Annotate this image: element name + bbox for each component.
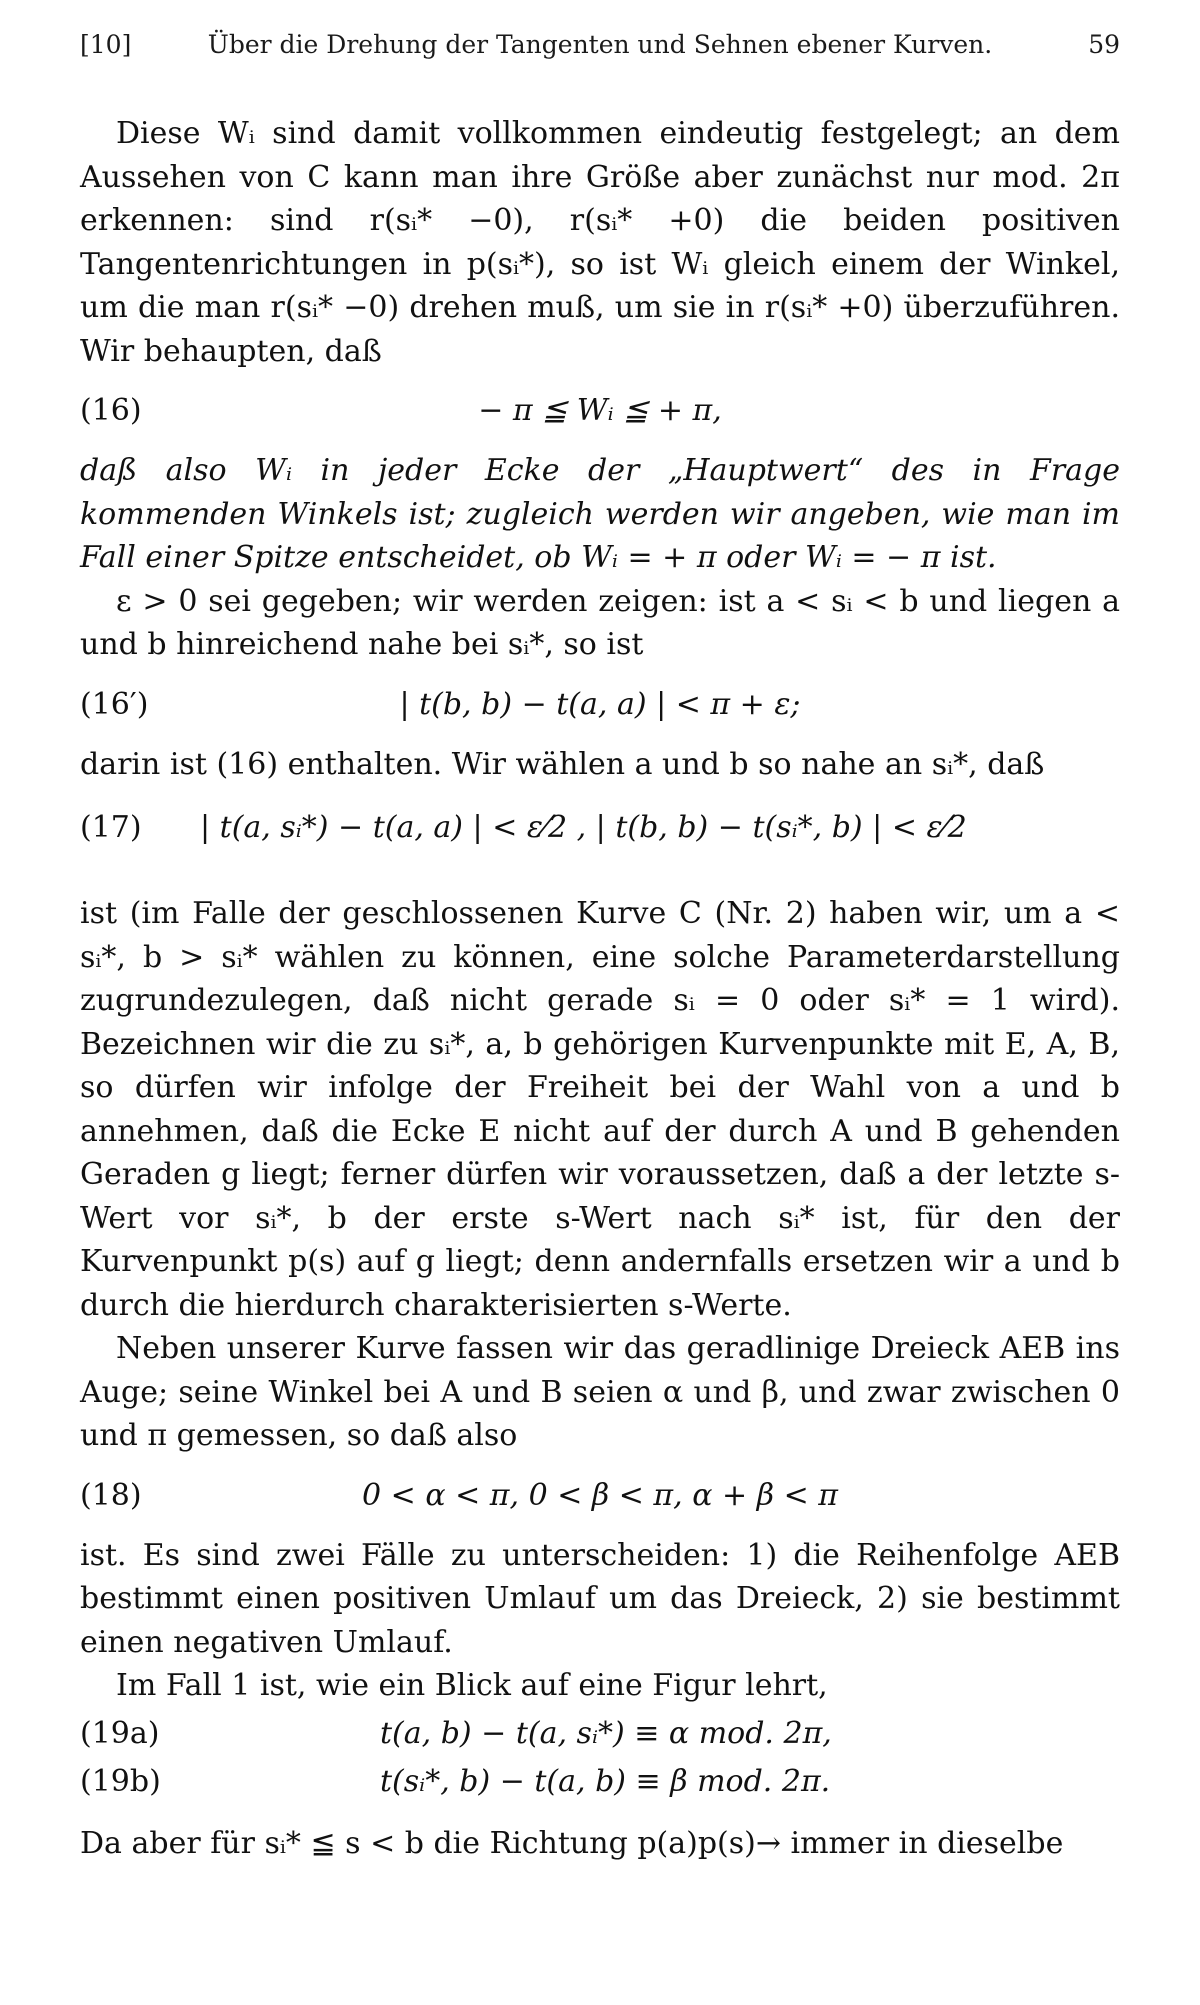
paragraph: ist (im Falle der geschlossenen Kurve C (Nr. 2) haben wir, um a < sᵢ*, b > sᵢ* wählen zu können, eine solche Parameterdarstellung zugrundezulegen, daß nicht gerade sᵢ = 0 oder sᵢ* = 1 wird). Bezeichnen wir die zu sᵢ*, a, b gehörigen Kurvenpunkte mit E, A, B, so dürfen wir infolge der Freiheit bei der Wahl von a und b annehmen, daß die Ecke E nicht auf der durch A und B gehenden Geraden g liegt; ferner dürfen wir voraussetzen, daß a der letzte s-Wert vor sᵢ*, b der erste s-Wert nach sᵢ* ist, für den der Kurvenpunkt p(s) auf g liegt; denn andernfalls ersetzen wir a und b durch die hierdurch charakterisierten s-Werte. (80, 896, 1120, 1323)
equation-number: (19b) (80, 1763, 161, 1799)
page-body (80, 112, 1120, 1865)
paragraph: ε > 0 sei gegeben; wir werden zeigen: ist a < sᵢ < b und liegen a und b hinreichend nahe bei sᵢ*, so ist (80, 583, 1120, 662)
equation-number: (17) (80, 810, 142, 845)
equation-expression: t(sᵢ*, b) − t(a, b) ≡ β mod. 2π. (380, 1763, 831, 1799)
paragraph: Neben unserer Kurve fassen wir das geradlinige Dreieck AEB ins Auge; seine Winkel bei A und B seien α und β, und zwar zwischen 0 und π gemessen, so daß also (80, 1331, 1120, 1453)
equation-18 (80, 1474, 1120, 1518)
paragraph-italic: daß also Wᵢ in jeder Ecke der „Hauptwert“ des in Frage kommenden Winkels ist; zugleich werden wir angeben, wie man im Fall einer Spitze entscheidet, ob Wᵢ = + π oder Wᵢ = − π ist. (80, 453, 1120, 575)
equation-number: (18) (80, 1477, 142, 1513)
paragraph: Diese Wᵢ sind damit vollkommen eindeutig festgelegt; an dem Aussehen von C kann man ihre Größe aber zunächst nur mod. 2π erkennen: sind r(sᵢ* −0), r(sᵢ* +0) die beiden positiven Tangentenrichtungen in p(sᵢ*), so ist Wᵢ gleich einem der Winkel, um die man r(sᵢ* −0) drehen muß, um sie in r(sᵢ* +0) überzuführen. Wir behaupten, daß (80, 116, 1120, 369)
equation-19a (80, 1712, 1120, 1756)
equation-17 (80, 806, 1120, 872)
paragraph: ist. Es sind zwei Fälle zu unterscheiden: 1) die Reihenfolge AEB bestimmt einen positiven Umlauf um das Dreieck, 2) sie bestimmt einen negativen Umlauf. (80, 1537, 1120, 1660)
paragraph: Im Fall 1 ist, wie ein Blick auf eine Figur lehrt, (116, 1668, 828, 1703)
section-number: [10] (80, 30, 132, 59)
equation-expression: | t(a, sᵢ*) − t(a, a) | < ε⁄2 , | t(b, b) − t(sᵢ*, b) | < ε⁄2 (200, 810, 967, 845)
equation-19b (80, 1760, 1120, 1804)
paragraph: Da aber für sᵢ* ≦ s < b die Richtung p(a)p(s)→ immer in dieselbe (80, 1825, 1064, 1861)
paragraph: darin ist (16) enthalten. Wir wählen a und b so nahe an sᵢ*, daß (80, 746, 1045, 782)
equation-expression: | t(b, b) − t(a, a) | < π + ε; (399, 686, 801, 722)
equation-expression: 0 < α < π, 0 < β < π, α + β < π (362, 1477, 838, 1513)
equation-16-prime (80, 683, 1120, 727)
equation-16 (80, 389, 1120, 433)
equation-number: (19a) (80, 1715, 160, 1751)
running-title: Über die Drehung der Tangenten und Sehnen ebener Kurven. (207, 30, 993, 59)
equation-expression: t(a, b) − t(a, sᵢ*) ≡ α mod. 2π, (380, 1715, 832, 1751)
equation-number: (16′) (80, 686, 149, 722)
running-header (80, 30, 1120, 70)
equation-number: (16) (80, 393, 142, 428)
equation-expression: − π ≦ Wᵢ ≦ + π, (478, 393, 722, 428)
page-number: 59 (1088, 30, 1120, 59)
